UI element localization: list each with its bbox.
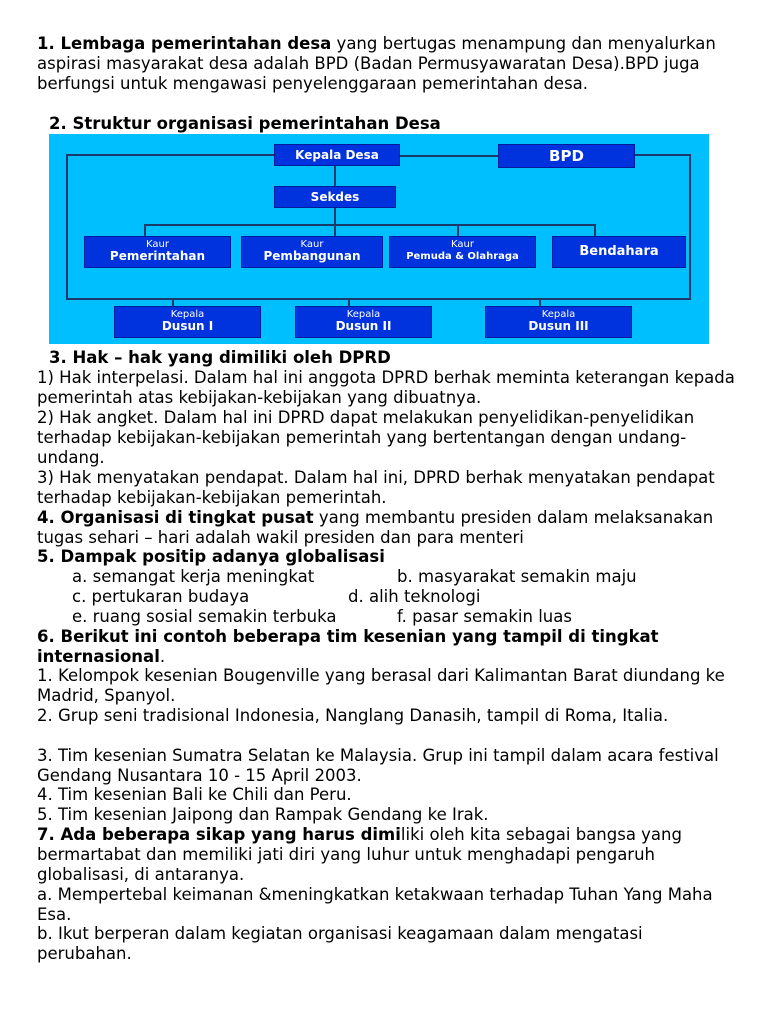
org-box-kepala-dusun-3: Kepala Dusun III	[485, 306, 632, 338]
org-line	[334, 206, 336, 240]
section-5-item-f: f. pasar semakin luas	[397, 607, 572, 626]
section-1-bold-term: Lembaga pemerintahan desa	[60, 34, 332, 53]
org-box-bpd: BPD	[498, 144, 635, 168]
section-3-item: 3) Hak menyatakan pendapat. Dalam hal ini, DPRD berhak menyatakan pendapat terhadap kebijakan-kebijakan pemerintah.	[37, 468, 715, 507]
org-line	[66, 298, 691, 300]
section-7-bold-term: 7. Ada beberapa sikap yang harus dimi	[37, 825, 401, 844]
section-2-heading: 2. Struktur organisasi pemerintahan Desa	[49, 114, 441, 133]
org-box-kaur-pembangunan: Kaur Pembangunan	[241, 236, 383, 268]
org-line	[334, 164, 336, 186]
section-5-heading: 5. Dampak positip adanya globalisasi	[37, 547, 385, 566]
section-4-bold-term: 4. Organisasi di tingkat pusat	[37, 508, 314, 527]
org-box-kepala-dusun-1: Kepala Dusun I	[114, 306, 261, 338]
section-5-item-a: a. semangat kerja meningkat	[72, 567, 315, 586]
section-6-item: 3. Tim kesenian Sumatra Selatan ke Malaysia. Grup ini tampil dalam acara festival Gendang Nusantara 10 - 15 April 2003.	[37, 746, 719, 785]
org-chart	[49, 134, 709, 344]
section-7-text: liki oleh kita sebagai bangsa yang bermartabat dan memiliki jati diri yang luhur untuk menghadapi pengaruh globalisasi, di antaranya.	[37, 825, 682, 884]
section-5-item-e: e. ruang sosial semakin terbuka	[72, 607, 337, 626]
section-6-heading: 6. Berikut ini contoh beberapa tim kesenian yang tampil di tingkat internasional.	[37, 627, 659, 666]
org-box-kaur-pemuda-olahraga: Kaur Pemuda & Olahraga	[389, 236, 536, 268]
section-4-paragraph	[37, 508, 737, 548]
section-7-item: b. Ikut berperan dalam kegiatan organisasi keagamaan dalam mengatasi perubahan.	[37, 924, 643, 963]
section-1-text: yang bertugas menampung dan menyalurkan aspirasi masyarakat desa adalah BPD (Badan Permusyawaratan Desa).BPD juga berfungsi untuk mengawasi penyelenggaraan pemerintahan desa.	[37, 34, 716, 93]
section-7-item: a. Mempertebal keimanan &meningkatkan ketakwaan terhadap Tuhan Yang Maha Esa.	[37, 885, 713, 924]
org-line	[66, 154, 68, 300]
section-3-item: 1) Hak interpelasi. Dalam hal ini anggota DPRD berhak meminta keterangan kepada pemerintah atas kebijakan-kebijakan yang dibuatnya.	[37, 368, 735, 407]
org-box-bendahara: Bendahara	[552, 236, 686, 268]
section-3-heading: 3. Hak – hak yang dimiliki oleh DPRD	[49, 348, 391, 367]
org-line	[398, 155, 498, 157]
section-5-item-b: b. masyarakat semakin maju	[397, 567, 637, 586]
org-line	[689, 154, 691, 300]
section-1-paragraph	[37, 34, 737, 94]
section-4-text: yang membantu presiden dalam melaksanakan tugas sehari – hari adalah wakil presiden dan para menteri	[37, 508, 714, 547]
section-5-item-c: c. pertukaran budaya	[72, 587, 250, 606]
org-line	[633, 154, 691, 156]
org-box-kepala-dusun-2: Kepala Dusun II	[295, 306, 432, 338]
org-box-kepala-desa: Kepala Desa	[274, 144, 400, 166]
section-5-item-d: d. alih teknologi	[348, 587, 481, 606]
org-line	[144, 224, 594, 226]
section-1-number: 1.	[37, 34, 61, 53]
section-7-paragraph	[37, 825, 737, 885]
section-6-item: 5. Tim kesenian Jaipong dan Rampak Gendang ke Irak.	[37, 805, 489, 824]
org-box-sekdes: Sekdes	[274, 186, 396, 208]
org-line	[66, 154, 274, 156]
section-6-item: 4. Tim kesenian Bali ke Chili dan Peru.	[37, 785, 352, 804]
section-6-item: 2. Grup seni tradisional Indonesia, Nanglang Danasih, tampil di Roma, Italia.	[37, 706, 669, 725]
org-box-kaur-pemerintahan: Kaur Pemerintahan	[84, 236, 231, 268]
section-3-item: 2) Hak angket. Dalam hal ini DPRD dapat melakukan penyelidikan-penyelidikan terhadap kebijakan-kebijakan pemerintah yang bertentangan dengan undang-undang.	[37, 408, 695, 467]
section-6-item: 1. Kelompok kesenian Bougenville yang berasal dari Kalimantan Barat diundang ke Madrid, Spanyol.	[37, 666, 725, 705]
